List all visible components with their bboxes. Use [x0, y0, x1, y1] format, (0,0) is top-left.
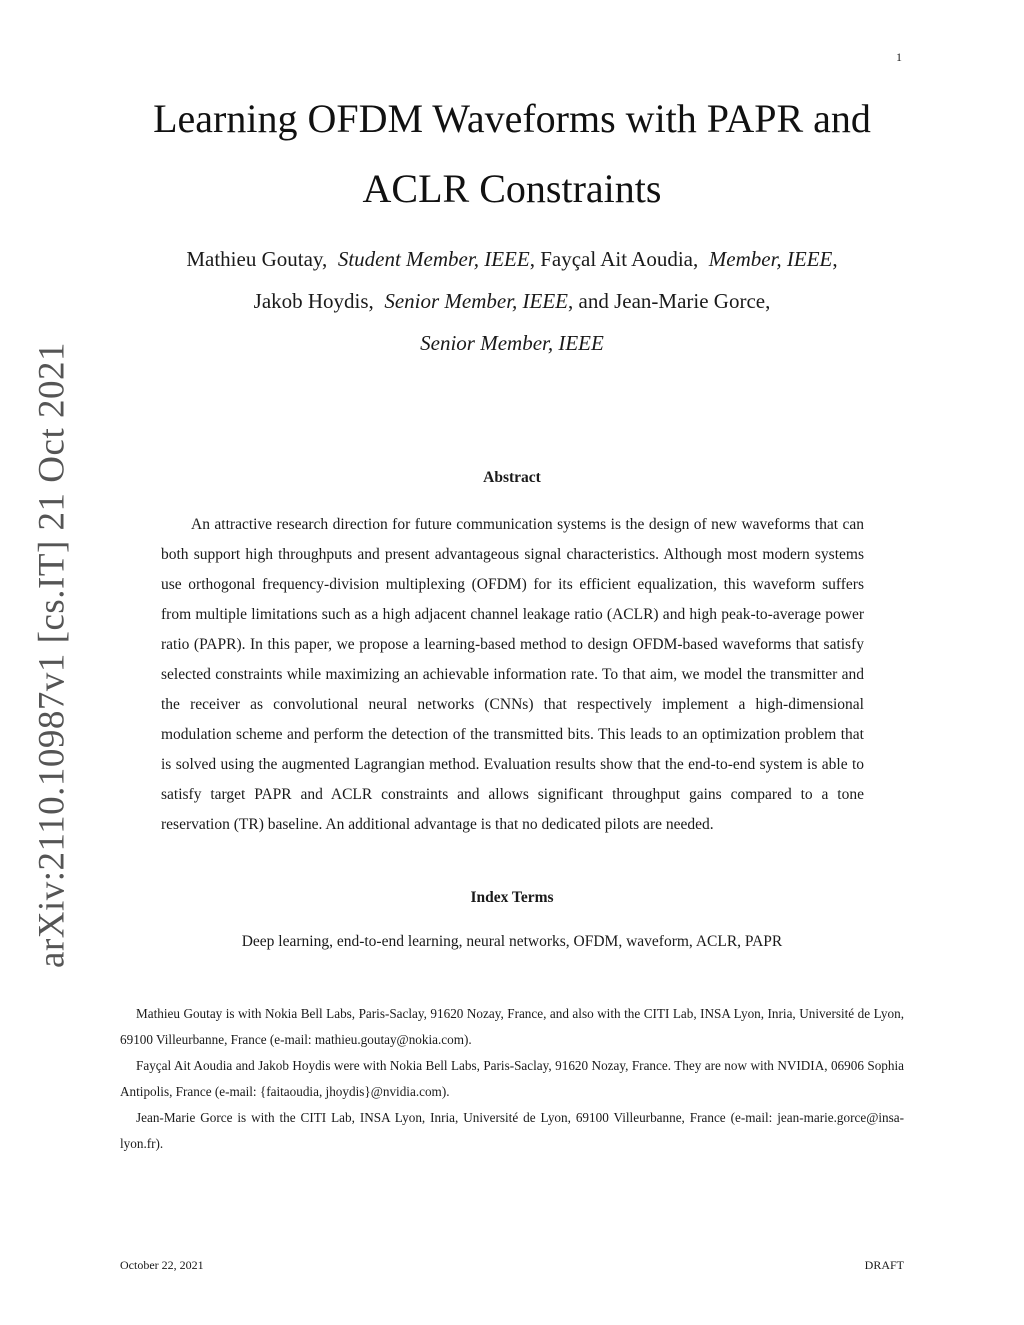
author-2-role: Member, IEEE [708, 247, 833, 271]
arxiv-identifier-stamp: arXiv:2110.10987v1 [cs.IT] 21 Oct 2021 [31, 342, 73, 968]
index-terms-heading: Index Terms [470, 889, 554, 906]
footer-date: October 22, 2021 [120, 1258, 204, 1272]
paper-title [0, 84, 1024, 224]
abstract-text: An attractive research direction for future communication systems is the design of new waveforms that can both support high throughputs and present advantageous signal characteristics. Although most modern systems use orthogonal frequency-division multiplexing (OFDM) for its efficient equalization, this waveform suffers from multiple limitations such as a high adjacent channel leakage ratio (ACLR) and high peak-to-average power ratio (PAPR). In this paper, we propose a learning-based method to design OFDM-based waveforms that satisfy selected constraints while maximizing an achievable information rate. To that aim, we model the transmitter and the receiver as convolutional neural networks (CNNs) that respectively implement a high-dimensional modulation scheme and perform the detection of the transmitted bits. This leads to an optimization problem that is solved using the augmented Lagrangian method. Evaluation results show that the end-to-end system is able to satisfy target PAPR and ACLR constraints and allows significant throughput gains compared to a tone reservation (TR) baseline. An additional advantage is that no dedicated pilots are needed. [161, 516, 864, 833]
author-list [0, 238, 1024, 364]
author-line-2 [0, 280, 1024, 322]
footnote-goutay: Mathieu Goutay is with Nokia Bell Labs, Paris-Saclay, 91620 Nozay, France, and also with the CITI Lab, INSA Lyon, Inria, Université de Lyon, 69100 Villeurbanne, France (e-mail: mathieu.goutay@nokia.com). [120, 1006, 904, 1047]
abstract-heading: Abstract [483, 469, 541, 486]
paper-title-line-1: Learning OFDM Waveforms with PAPR and [153, 96, 871, 141]
index-terms-text: Deep learning, end-to-end learning, neural networks, OFDM, waveform, ACLR, PAPR [241, 933, 783, 950]
footnote-aitaoudia-hoydis: Fayçal Ait Aoudia and Jakob Hoydis were with Nokia Bell Labs, Paris-Saclay, 91620 Nozay, France. They are now with NVIDIA, 06906 Sophia Antipolis, France (e-mail: {faitaoudia, jhoydis}@nvidia.com). [120, 1058, 904, 1099]
page-number: 1 [896, 50, 902, 64]
paper-title-line-2: ACLR Constraints [362, 166, 662, 211]
author-3-role: Senior Member, IEEE [384, 289, 569, 313]
author-4-role: Senior Member, IEEE [420, 331, 604, 355]
author-4-name: , and Jean-Marie Gorce, [568, 289, 771, 313]
author-line-3 [0, 322, 1024, 364]
footnote-gorce: Jean-Marie Gorce is with the CITI Lab, INSA Lyon, Inria, Université de Lyon, 69100 Villeurbanne, France (e-mail: jean-marie.gorce@insa-lyon.fr). [120, 1110, 904, 1151]
author-line-1 [0, 238, 1024, 280]
author-3-name: Jakob Hoydis, [253, 289, 374, 313]
author-1-name: Mathieu Goutay, [186, 247, 328, 271]
author-affiliation-footnotes [120, 1001, 904, 1157]
author-1-role: Student Member, IEEE [337, 247, 530, 271]
footer-draft-label: DRAFT [864, 1258, 904, 1272]
author-2-name: , Fayçal Ait Aoudia, [529, 247, 699, 271]
author-2-separator: , [832, 247, 838, 271]
